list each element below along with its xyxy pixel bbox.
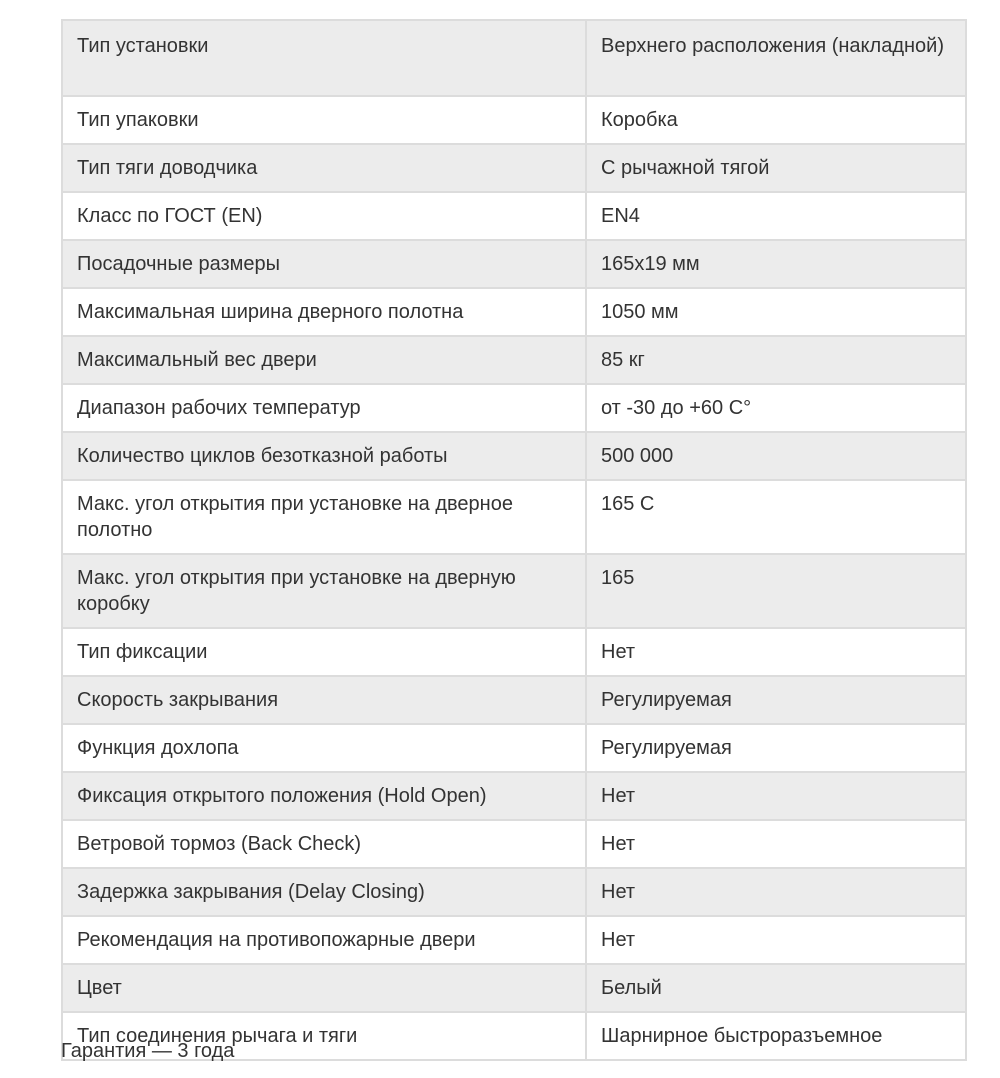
spec-value: EN4: [586, 192, 966, 240]
spec-name: Тип упаковки: [62, 96, 586, 144]
spec-name: Цвет: [62, 964, 586, 1012]
spec-value: от -30 до +60 C°: [586, 384, 966, 432]
spec-value: Нет: [586, 628, 966, 676]
spec-name: Тип установки: [62, 20, 586, 96]
spec-name: Фиксация открытого положения (Hold Open): [62, 772, 586, 820]
spec-row: [62, 432, 966, 480]
spec-row: [62, 724, 966, 772]
spec-value: Коробка: [586, 96, 966, 144]
spec-value: 165 С: [586, 480, 966, 554]
spec-name: Тип соединения рычага и тяги: [62, 1012, 586, 1060]
spec-value: 165: [586, 554, 966, 628]
spec-value: Нет: [586, 772, 966, 820]
spec-value: 85 кг: [586, 336, 966, 384]
spec-row: [62, 192, 966, 240]
specifications-table: [61, 19, 967, 1061]
spec-value: 1050 мм: [586, 288, 966, 336]
spec-row: [62, 336, 966, 384]
spec-name: Класс по ГОСТ (EN): [62, 192, 586, 240]
spec-name: Количество циклов безотказной работы: [62, 432, 586, 480]
spec-name: Максимальная ширина дверного полотна: [62, 288, 586, 336]
spec-row: [62, 916, 966, 964]
spec-row: [62, 964, 966, 1012]
spec-name: Задержка закрывания (Delay Closing): [62, 868, 586, 916]
spec-row: [62, 240, 966, 288]
spec-row: [62, 480, 966, 554]
spec-name: Диапазон рабочих температур: [62, 384, 586, 432]
spec-row: [62, 628, 966, 676]
spec-value: Нет: [586, 868, 966, 916]
spec-value: Белый: [586, 964, 966, 1012]
spec-name: Функция дохлопа: [62, 724, 586, 772]
spec-value: Верхнего расположения (накладной): [586, 20, 966, 96]
spec-name: Посадочные размеры: [62, 240, 586, 288]
spec-row: [62, 384, 966, 432]
spec-name: Макс. угол открытия при установке на дверную коробку: [62, 554, 586, 628]
spec-row: [62, 868, 966, 916]
spec-value: Шарнирное быстроразъемное: [586, 1012, 966, 1060]
spec-value: С рычажной тягой: [586, 144, 966, 192]
spec-value: Нет: [586, 820, 966, 868]
spec-row: [62, 96, 966, 144]
spec-row: [62, 772, 966, 820]
spec-name: Макс. угол открытия при установке на дверное полотно: [62, 480, 586, 554]
spec-name: Ветровой тормоз (Back Check): [62, 820, 586, 868]
spec-value: Регулируемая: [586, 724, 966, 772]
spec-row: [62, 288, 966, 336]
spec-value: 500 000: [586, 432, 966, 480]
spec-row: [62, 144, 966, 192]
spec-row: [62, 20, 966, 96]
spec-name: Максимальный вес двери: [62, 336, 586, 384]
spec-row: [62, 554, 966, 628]
spec-name: Скорость закрывания: [62, 676, 586, 724]
spec-value: Регулируемая: [586, 676, 966, 724]
spec-name: Тип фиксации: [62, 628, 586, 676]
spec-value: 165x19 мм: [586, 240, 966, 288]
warranty-note: Гарантия — 3 года: [61, 1040, 235, 1062]
spec-row: [62, 676, 966, 724]
spec-name: Рекомендация на противопожарные двери: [62, 916, 586, 964]
spec-name: Тип тяги доводчика: [62, 144, 586, 192]
spec-value: Нет: [586, 916, 966, 964]
spec-row: [62, 820, 966, 868]
